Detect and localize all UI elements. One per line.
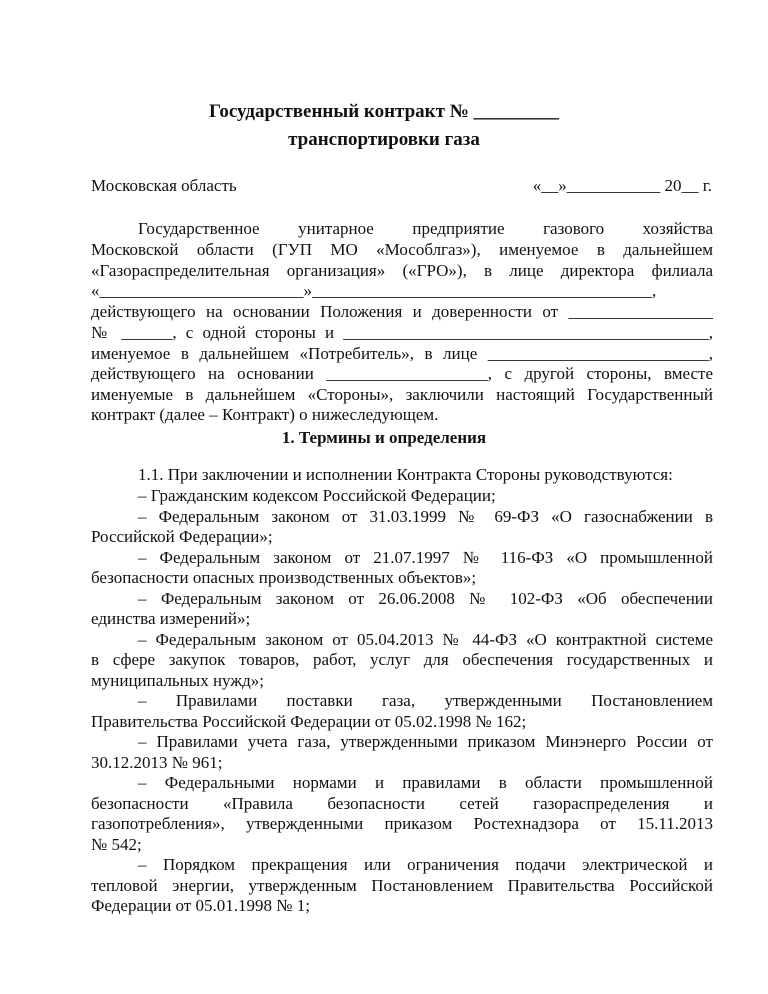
clause-line: единства измерений»; (91, 609, 251, 628)
preamble-line: действующего на основании Положения и доверенности от _________________ (91, 302, 713, 321)
preamble-line: именуемые в дальнейшем «Стороны», заключили настоящий Государственный (91, 385, 713, 404)
preamble-line: Московской области (ГУП МО «Мособлгаз»), именуемое в дальнейшем (91, 240, 713, 259)
preamble-line: контракт (далее – Контракт) о нижеследующем. (91, 405, 439, 424)
clause-line: Российской Федерации»; (91, 527, 273, 546)
clause-line: – Порядком прекращения или ограничения подачи электрической и (138, 855, 713, 874)
clause-line: – Федеральным законом от 05.04.2013 № 44-ФЗ «О контрактной системе (138, 630, 713, 649)
clause-line: – Федеральными нормами и правилами в области промышленной (138, 773, 713, 792)
clause-line: в сфере закупок товаров, работ, услуг для обеспечения государственных и (91, 650, 713, 669)
clause-line: – Федеральным законом от 21.07.1997 № 116-ФЗ «О промышленной (138, 548, 713, 567)
clause-line: – Федеральным законом от 31.03.1999 № 69-ФЗ «О газоснабжении в (138, 507, 713, 526)
contract-date: «__»___________ 20__ г. (532, 176, 712, 195)
clause-line: муниципальных нужд»; (91, 671, 264, 690)
clause-line: Правительства Российской Федерации от 05.02.1998 № 162; (91, 712, 527, 731)
contract-title: Государственный контракт № _________ (208, 101, 560, 122)
clause-line: № 542; (91, 835, 142, 854)
clause-line: – Гражданским кодексом Российской Федерации; (138, 486, 496, 505)
preamble-line: именуемое в дальнейшем «Потребитель», в лице __________________________, (91, 344, 713, 363)
preamble-line: Государственное унитарное предприятие газового хозяйства (138, 219, 713, 238)
clause-line: безопасности опасных производственных объектов»; (91, 568, 477, 587)
clause-line: Федерации от 05.01.1998 № 1; (91, 896, 310, 915)
preamble-line: действующего на основании ___________________, с другой стороны, вместе (91, 364, 713, 383)
clause-line: безопасности «Правила безопасности сетей газораспределения и (91, 794, 713, 813)
clause-line: – Правилами учета газа, утвержденными приказом Минэнерго России от (138, 732, 713, 751)
clause-line: 30.12.2013 № 961; (91, 753, 223, 772)
section-heading: 1. Термины и определения (281, 428, 487, 447)
contract-subtitle: транспортировки газа (288, 129, 480, 150)
clause-line: 1.1. При заключении и исполнении Контракта Стороны руководствуются: (138, 465, 673, 484)
clause-line: тепловой энергии, утвержденным Постановлением Правительства Российской (91, 876, 713, 895)
clause-line: – Федеральным законом от 26.06.2008 № 102-ФЗ «Об обеспечении (138, 589, 713, 608)
preamble-line: «________________________»________________________________________, (91, 281, 657, 300)
preamble-line: № ______, с одной стороны и ___________________________________________, (91, 323, 713, 342)
clause-line: газопотребления», утвержденными приказом Ростехнадзора от 15.11.2013 (91, 814, 713, 833)
preamble-line: «Газораспределительная организация» («ГРО»), в лице директора филиала (91, 261, 713, 280)
clause-line: – Правилами поставки газа, утвержденными Постановлением (138, 691, 713, 710)
contract-place: Московская область (91, 176, 237, 195)
